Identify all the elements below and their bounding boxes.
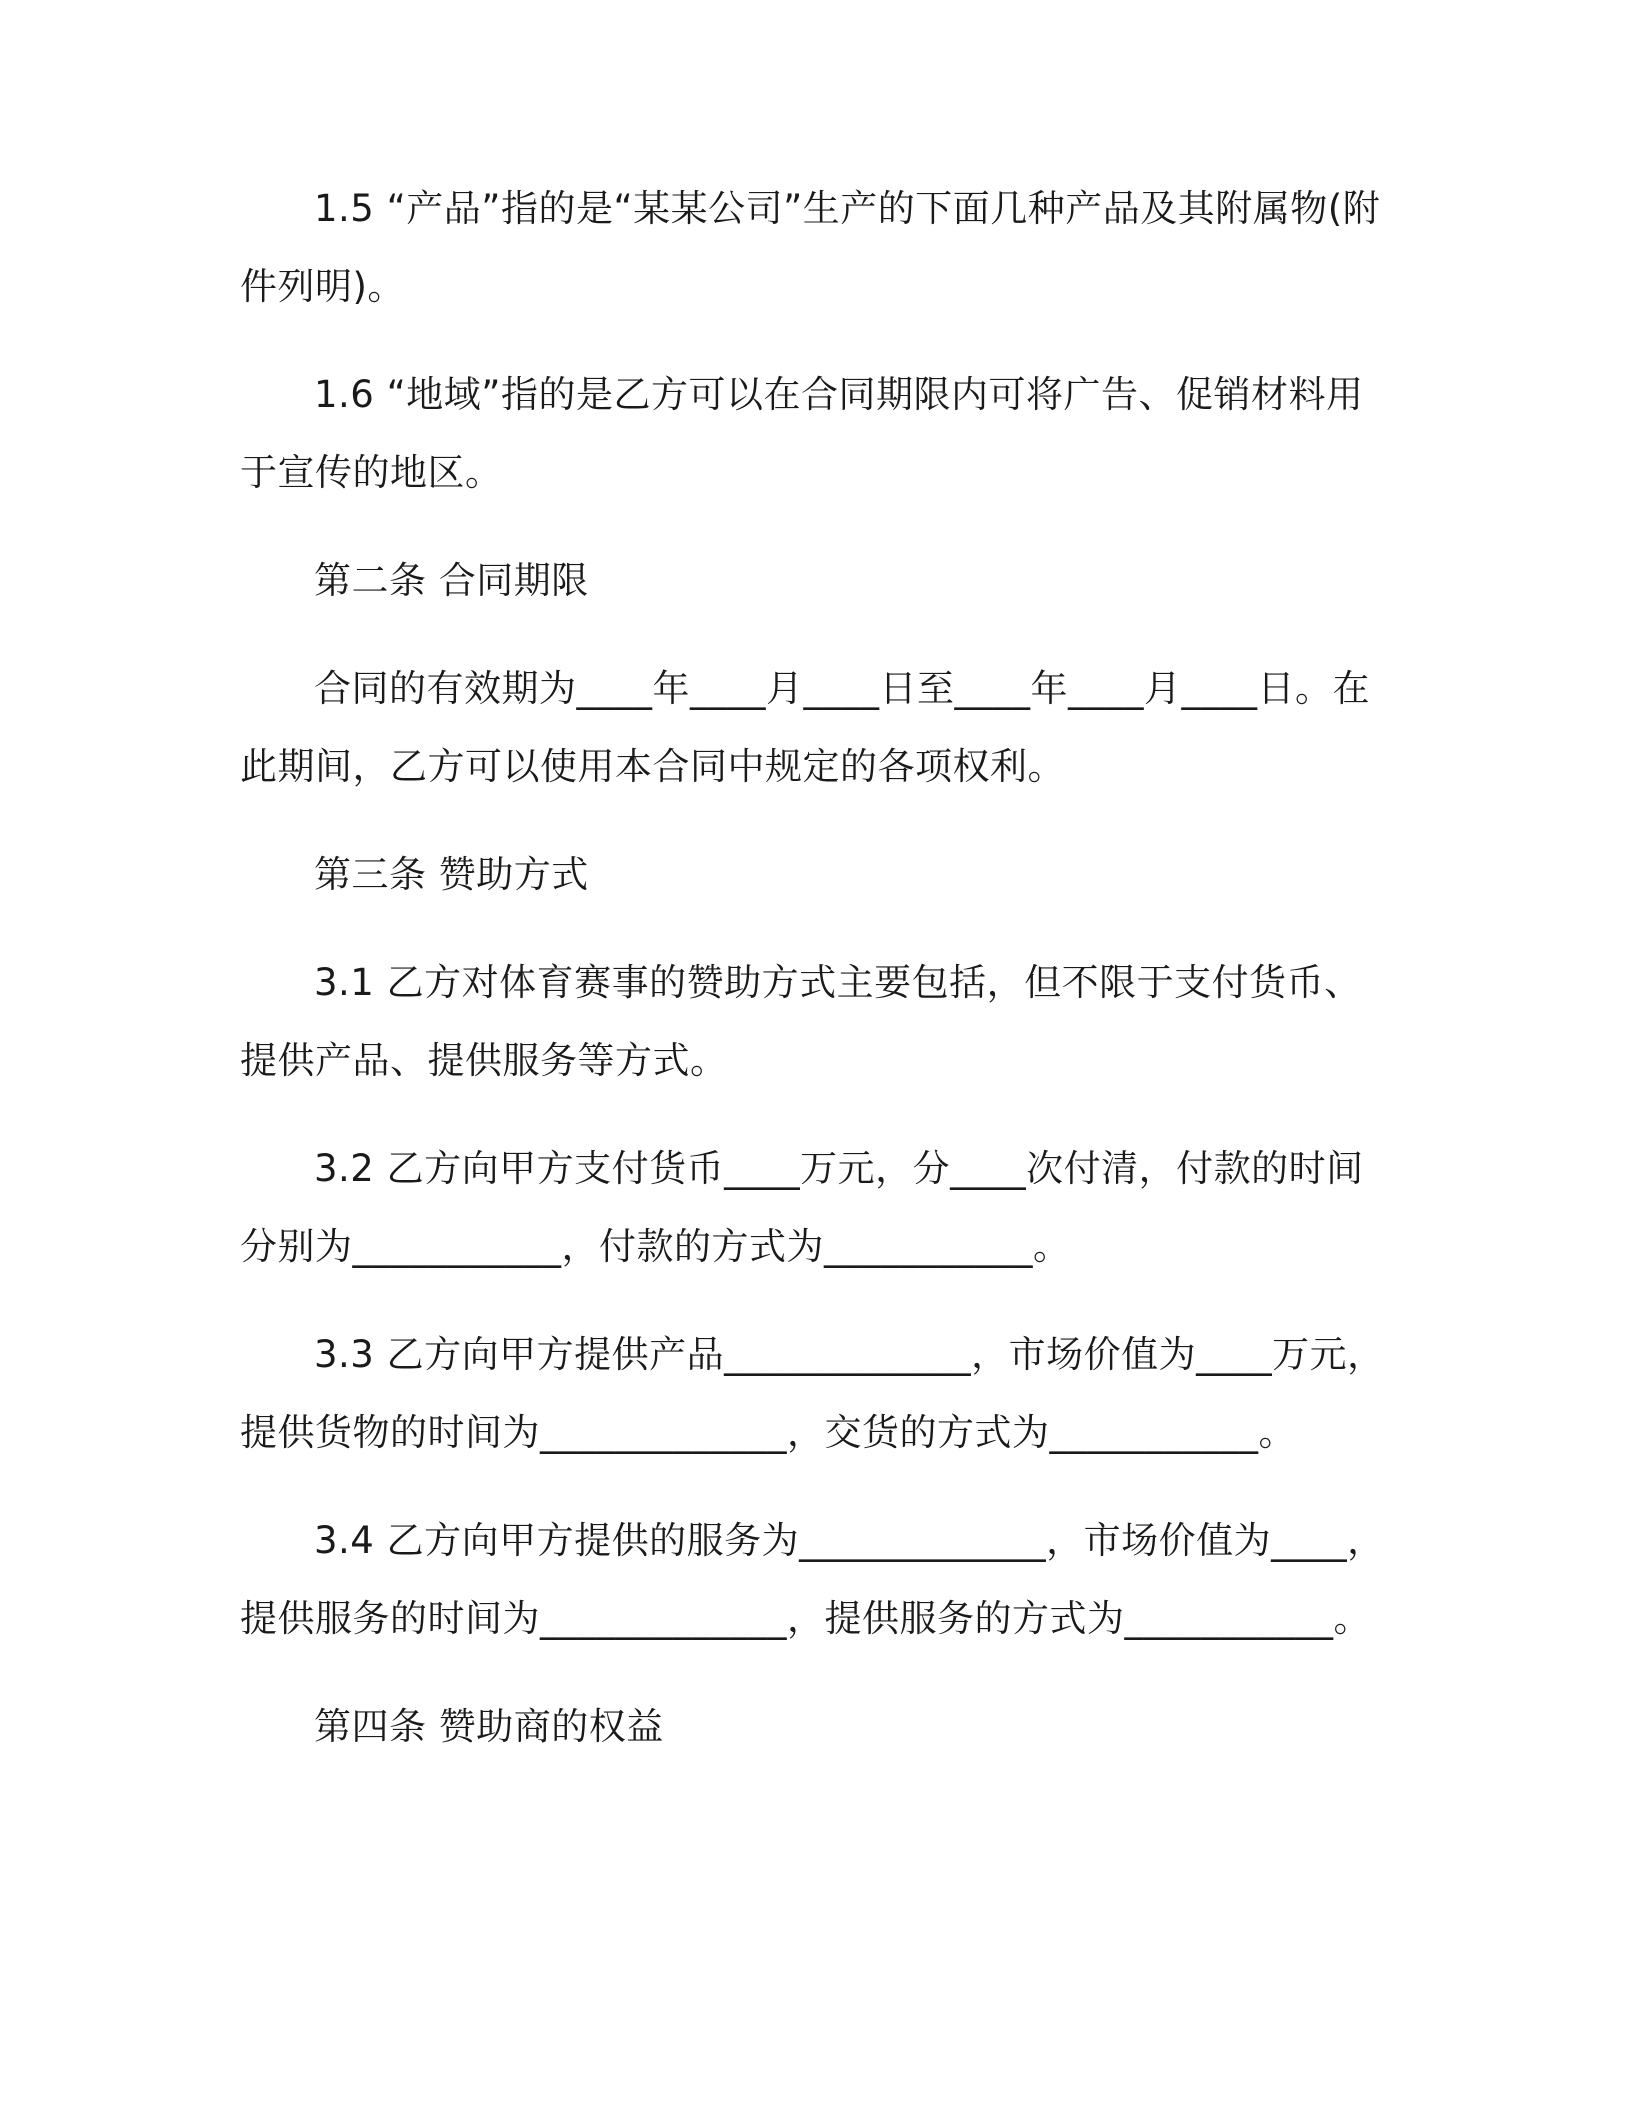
clause-3-3: 3.3 乙方向甲方提供产品_____________，市场价值为____万元，提供货物的时间为_____________，交货的方式为___________。 — [240, 1333, 1385, 1454]
article-4-heading: 第四条 赞助商的权益 — [314, 1705, 664, 1748]
clause-1-5: 1.5 “产品”指的是“某某公司”生产的下面几种产品及其附属物(附件列明)。 — [240, 187, 1381, 308]
clause-3-1: 3.1 乙方对体育赛事的赞助方式主要包括，但不限于支付货币、提供产品、提供服务等方式。 — [240, 961, 1362, 1082]
contract-term-paragraph: 合同的有效期为____年____月____日至____年____月____日。在此期间，乙方可以使用本合同中规定的各项权利。 — [240, 667, 1370, 788]
document-page — [240, 170, 1390, 1796]
clause-3-2: 3.2 乙方向甲方支付货币____万元，分____次付清，付款的时间分别为___________，付款的方式为___________。 — [240, 1147, 1364, 1268]
article-2-heading: 第二条 合同期限 — [314, 559, 589, 602]
article-3-heading: 第三条 赞助方式 — [314, 853, 589, 896]
clause-1-6: 1.6 “地域”指的是乙方可以在合同期限内可将广告、促销材料用于宣传的地区。 — [240, 373, 1364, 494]
clause-3-4: 3.4 乙方向甲方提供的服务为_____________，市场价值为____，提供服务的时间为_____________，提供服务的方式为___________。 — [240, 1519, 1385, 1640]
